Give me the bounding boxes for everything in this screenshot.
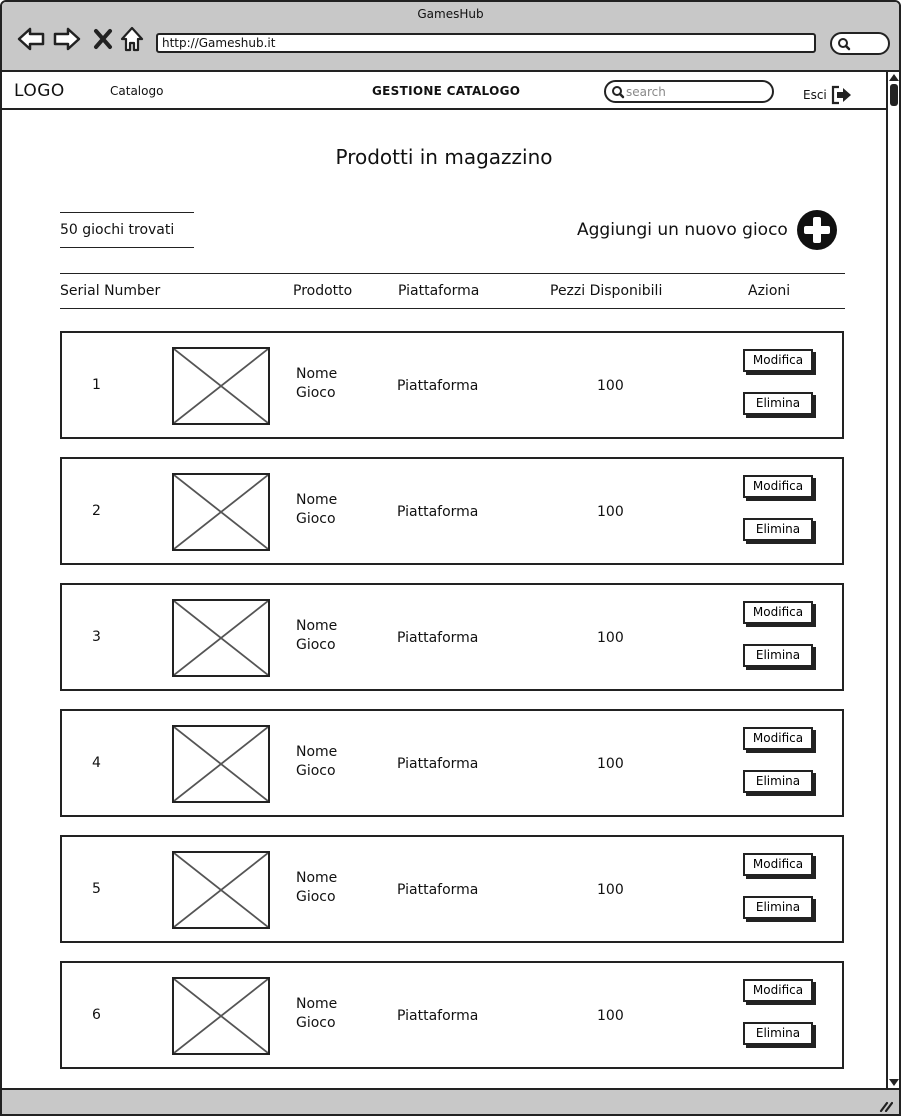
delete-button[interactable]: Elimina xyxy=(743,896,813,919)
delete-button[interactable]: Elimina xyxy=(743,644,813,667)
table-row xyxy=(60,961,844,1069)
edit-button[interactable]: Modifica xyxy=(743,475,813,498)
column-header-serial: Serial Number xyxy=(60,283,161,299)
scroll-up-arrow-icon[interactable] xyxy=(889,74,899,81)
delete-button[interactable]: Elimina xyxy=(743,518,813,541)
scroll-down-arrow-icon[interactable] xyxy=(889,1079,899,1086)
column-header-platform: Piattaforma xyxy=(398,283,480,299)
logout-icon xyxy=(831,85,853,105)
edit-button[interactable]: Modifica xyxy=(743,979,813,1002)
product-name: Nome Gioco xyxy=(296,744,338,779)
serial-number: 3 xyxy=(92,629,101,645)
image-placeholder-icon xyxy=(172,347,270,425)
browser-statusbar xyxy=(2,1088,899,1116)
page-title: Prodotti in magazzino xyxy=(335,145,553,169)
add-game-button[interactable] xyxy=(577,209,838,251)
product-platform: Piattaforma xyxy=(397,882,479,898)
back-arrow-icon[interactable] xyxy=(16,24,46,54)
product-quantity: 100 xyxy=(597,756,624,772)
delete-button[interactable]: Elimina xyxy=(743,392,813,415)
home-icon[interactable] xyxy=(117,24,147,54)
product-platform: Piattaforma xyxy=(397,1008,479,1024)
section-title: GESTIONE CATALOGO xyxy=(372,84,521,98)
table-row xyxy=(60,331,844,439)
serial-number: 6 xyxy=(92,1007,101,1023)
plus-circle-icon xyxy=(796,209,838,251)
product-quantity: 100 xyxy=(597,504,624,520)
table-header xyxy=(60,273,845,309)
table-row xyxy=(60,583,844,691)
table-row xyxy=(60,835,844,943)
stop-x-icon[interactable] xyxy=(88,24,118,54)
product-platform: Piattaforma xyxy=(397,756,479,772)
app-header xyxy=(2,72,886,110)
url-bar[interactable]: http://Gameshub.it xyxy=(156,33,816,53)
product-platform: Piattaforma xyxy=(397,378,479,394)
delete-button[interactable]: Elimina xyxy=(743,1022,813,1045)
search-input[interactable] xyxy=(626,83,766,100)
product-quantity: 100 xyxy=(597,1008,624,1024)
column-header-actions: Azioni xyxy=(748,283,791,299)
results-count: 50 giochi trovati xyxy=(60,212,194,248)
product-name: Nome Gioco xyxy=(296,996,338,1031)
edit-button[interactable]: Modifica xyxy=(743,349,813,372)
edit-button[interactable]: Modifica xyxy=(743,727,813,750)
logout-label: Esci xyxy=(803,88,827,102)
vertical-scrollbar[interactable] xyxy=(886,72,901,1088)
serial-number: 4 xyxy=(92,755,101,771)
browser-search-field[interactable] xyxy=(830,32,890,55)
window-title: GamesHub xyxy=(417,7,484,21)
product-name: Nome Gioco xyxy=(296,870,338,905)
serial-number: 2 xyxy=(92,503,101,519)
add-game-label: Aggiungi un nuovo gioco xyxy=(577,220,788,240)
table-row xyxy=(60,709,844,817)
nav-link-catalogo[interactable]: Catalogo xyxy=(110,84,164,98)
serial-number: 5 xyxy=(92,881,101,897)
search-box[interactable] xyxy=(604,80,774,103)
delete-button[interactable]: Elimina xyxy=(743,770,813,793)
resize-grip-icon[interactable] xyxy=(879,1100,893,1112)
logout-button[interactable] xyxy=(803,85,853,105)
forward-arrow-icon[interactable] xyxy=(52,24,82,54)
image-placeholder-icon xyxy=(172,851,270,929)
browser-titlebar xyxy=(2,2,899,72)
product-name: Nome Gioco xyxy=(296,366,338,401)
product-name: Nome Gioco xyxy=(296,618,338,653)
search-icon xyxy=(837,37,851,51)
product-platform: Piattaforma xyxy=(397,504,479,520)
edit-button[interactable]: Modifica xyxy=(743,853,813,876)
image-placeholder-icon xyxy=(172,599,270,677)
serial-number: 1 xyxy=(92,377,101,393)
search-icon xyxy=(611,85,625,99)
scroll-thumb[interactable] xyxy=(890,84,898,106)
image-placeholder-icon xyxy=(172,977,270,1055)
edit-button[interactable]: Modifica xyxy=(743,601,813,624)
image-placeholder-icon xyxy=(172,725,270,803)
product-name: Nome Gioco xyxy=(296,492,338,527)
product-quantity: 100 xyxy=(597,378,624,394)
column-header-stock: Pezzi Disponibili xyxy=(550,283,663,299)
product-quantity: 100 xyxy=(597,630,624,646)
logo: LOGO xyxy=(14,81,65,101)
column-header-product: Prodotto xyxy=(293,283,353,299)
product-platform: Piattaforma xyxy=(397,630,479,646)
table-row xyxy=(60,457,844,565)
image-placeholder-icon xyxy=(172,473,270,551)
product-quantity: 100 xyxy=(597,882,624,898)
